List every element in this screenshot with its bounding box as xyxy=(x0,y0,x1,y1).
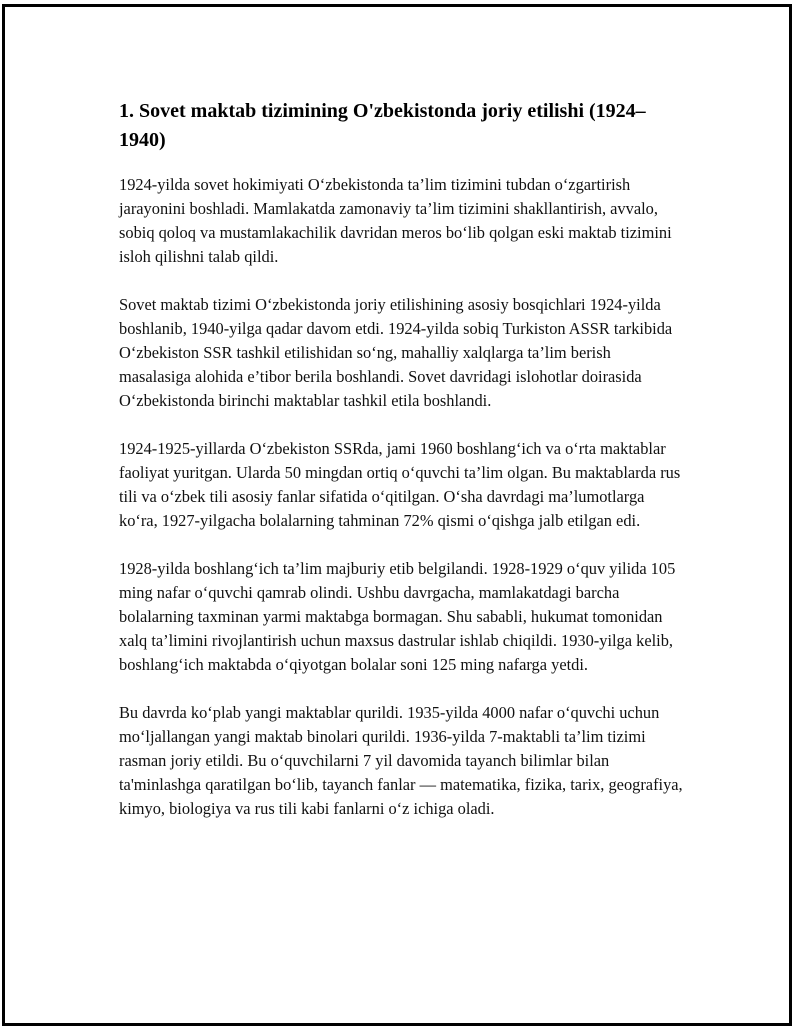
document-content xyxy=(119,97,684,845)
document-page xyxy=(2,4,792,1026)
paragraph-1: 1924-yilda sovet hokimiyati O‘zbekistonda ta’lim tizimini tubdan o‘zgartirish jarayonini boshladi. Mamlakatda zamonaviy ta’lim tizimini shakllantirish, avvalo, sobiq qoloq va mustamlakachilik davridan meros bo‘lib qolgan eski maktab tizimini isloh qilishni talab qildi. xyxy=(119,175,672,266)
section-heading: 1. Sovet maktab tizimining O'zbekistonda joriy etilishi (1924–1940) xyxy=(119,100,646,151)
paragraph-4: 1928-yilda boshlang‘ich ta’lim majburiy etib belgilandi. 1928-1929 o‘quv yilida 105 ming nafar o‘quvchi qamrab olindi. Ushbu davrgacha, mamlakatdagi barcha bolalarning taxminan yarmi maktabga bormagan. Shu sababli, hukumat tomonidan xalq ta’limini rivojlantirish uchun maxsus dastrular ishlab chiqildi. 1930-yilga kelib, boshlang‘ich maktabda o‘qiyotgan bolalar soni 125 ming nafarga yetdi. xyxy=(119,559,676,674)
paragraph-5: Bu davrda ko‘plab yangi maktablar qurildi. 1935-yilda 4000 nafar o‘quvchi uchun mo‘ljallangan yangi maktab binolari qurildi. 1936-yilda 7-maktabli ta’lim tizimi rasman joriy etildi. Bu o‘quvchilarni 7 yil davomida tayanch bilimlar bilan ta'minlashga qaratilgan bo‘lib, tayanch fanlar — matematika, fizika, tarix, geografiya, kimyo, biologiya va rus tili kabi fanlarni o‘z ichiga oladi. xyxy=(119,703,683,818)
paragraph-3: 1924-1925-yillarda O‘zbekiston SSRda, jami 1960 boshlang‘ich va o‘rta maktablar faoliyat yuritgan. Ularda 50 mingdan ortiq o‘quvchi ta’lim olgan. Bu maktablarda rus tili va o‘zbek tili asosiy fanlar sifatida o‘qitilgan. O‘sha davrdagi ma’lumotlarga ko‘ra, 1927-yilgacha bolalarning tahminan 72% qismi o‘qishga jalb etilgan edi. xyxy=(119,439,681,530)
paragraph-2: Sovet maktab tizimi O‘zbekistonda joriy etilishining asosiy bosqichlari 1924-yilda boshlanib, 1940-yilga qadar davom etdi. 1924-yilda sobiq Turkiston ASSR tarkibida O‘zbekiston SSR tashkil etilishidan so‘ng, mahalliy xalqlarga ta’lim berish masalasiga alohida e’tibor berila boshlandi. Sovet davridagi islohotlar doirasida O‘zbekistonda birinchi maktablar tashkil etila boshlandi. xyxy=(119,295,673,410)
